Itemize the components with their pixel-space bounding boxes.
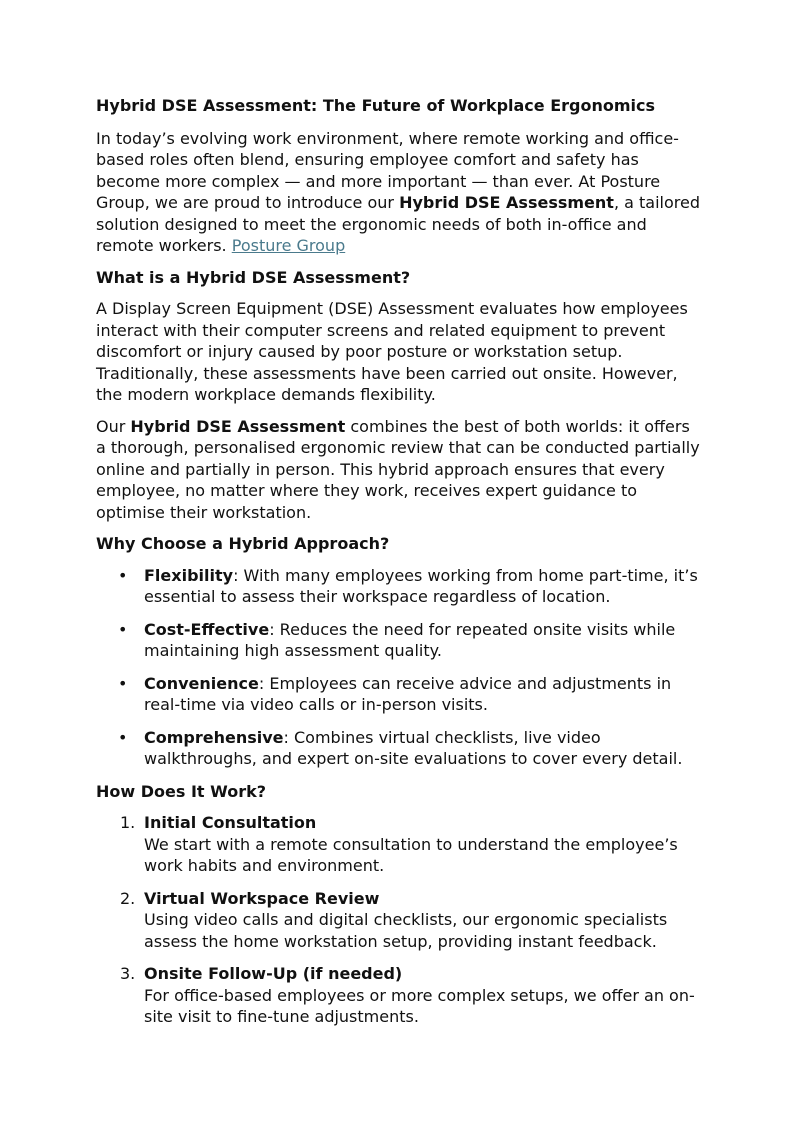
steps-list: [96, 812, 702, 1028]
benefits-list: [96, 565, 702, 770]
benefit-text: : Reduces the need for repeated onsite visits while maintaining high assessment quality.: [144, 619, 676, 660]
benefit-term: Flexibility: [144, 565, 234, 585]
step-title: Virtual Workspace Review: [144, 888, 380, 908]
document-title: Hybrid DSE Assessment: The Future of Workplace Ergonomics: [96, 96, 656, 115]
intro-text: In today’s evolving work environment, where remote working and office-based roles often blend, ensuring employee comfort and safety has become more complex — and more important — than ever. At Posture Group, we are proud to introduce our: [96, 128, 679, 212]
intro-paragraph: [96, 128, 702, 257]
benefit-term: Convenience: [144, 673, 259, 693]
posture-group-link[interactable]: Posture Group: [231, 236, 346, 255]
section-heading-why-choose: Why Choose a Hybrid Approach?: [96, 534, 390, 553]
benefit-text: : With many employees working from home part-time, it’s essential to assess their workspace regardless of location.: [144, 565, 698, 606]
step-description: For office-based employees or more complex setups, we offer an on-site visit to fine-tune adjustments.: [144, 985, 695, 1026]
section-heading-what-is: What is a Hybrid DSE Assessment?: [96, 267, 411, 287]
benefit-text: : Employees can receive advice and adjustments in real-time via video calls or in-person visits.: [144, 673, 672, 714]
benefit-text: : Combines virtual checklists, live video walkthroughs, and expert on-site evaluations to cover every detail.: [144, 727, 683, 768]
step-title: Onsite Follow-Up (if needed): [144, 964, 403, 983]
bullet-icon: •: [118, 673, 128, 693]
intro-product-name: Hybrid DSE Assessment: [399, 193, 614, 212]
hybrid-description-paragraph: [96, 416, 702, 524]
step-number: 1.: [120, 813, 136, 832]
step-number: 2.: [120, 888, 136, 908]
list-item: [96, 619, 702, 662]
list-item: [96, 565, 702, 608]
document-page: [96, 95, 702, 1039]
list-item: [96, 812, 702, 877]
intro-text-continued: , a tailored solution designed to meet the ergonomic needs of both in-office and remote workers.: [96, 193, 700, 255]
list-item: [96, 888, 702, 953]
hybrid-text: combines the best of both worlds: it offers a thorough, personalised ergonomic review that can be conducted partially online and partially in person. This hybrid approach ensures that every employee, no matter where they work, receives expert guidance to optimise their workstation.: [96, 416, 700, 522]
hybrid-text-lead: Our: [96, 416, 131, 436]
step-description: We start with a remote consultation to understand the employee’s work habits and environment.: [144, 834, 678, 875]
hybrid-product-name: Hybrid DSE Assessment: [130, 416, 346, 436]
step-description: Using video calls and digital checklists, our ergonomic specialists assess the home workstation setup, providing instant feedback.: [144, 910, 668, 951]
step-number: 3.: [120, 964, 136, 983]
bullet-icon: •: [118, 565, 128, 585]
list-item: [96, 727, 702, 770]
benefit-term: Cost-Effective: [144, 619, 270, 639]
list-item: [96, 963, 702, 1028]
step-title: Initial Consultation: [144, 813, 317, 832]
bullet-icon: •: [118, 619, 128, 639]
what-is-paragraph: A Display Screen Equipment (DSE) Assessment evaluates how employees interact with their computer screens and related equipment to prevent discomfort or injury caused by poor posture or workstation setup. Traditionally, these assessments have been carried out onsite. However, the modern workplace demands flexibility.: [96, 299, 688, 404]
benefit-term: Comprehensive: [144, 727, 284, 747]
list-item: [96, 673, 702, 716]
bullet-icon: •: [118, 727, 128, 747]
section-heading-how-it-works: How Does It Work?: [96, 781, 267, 801]
